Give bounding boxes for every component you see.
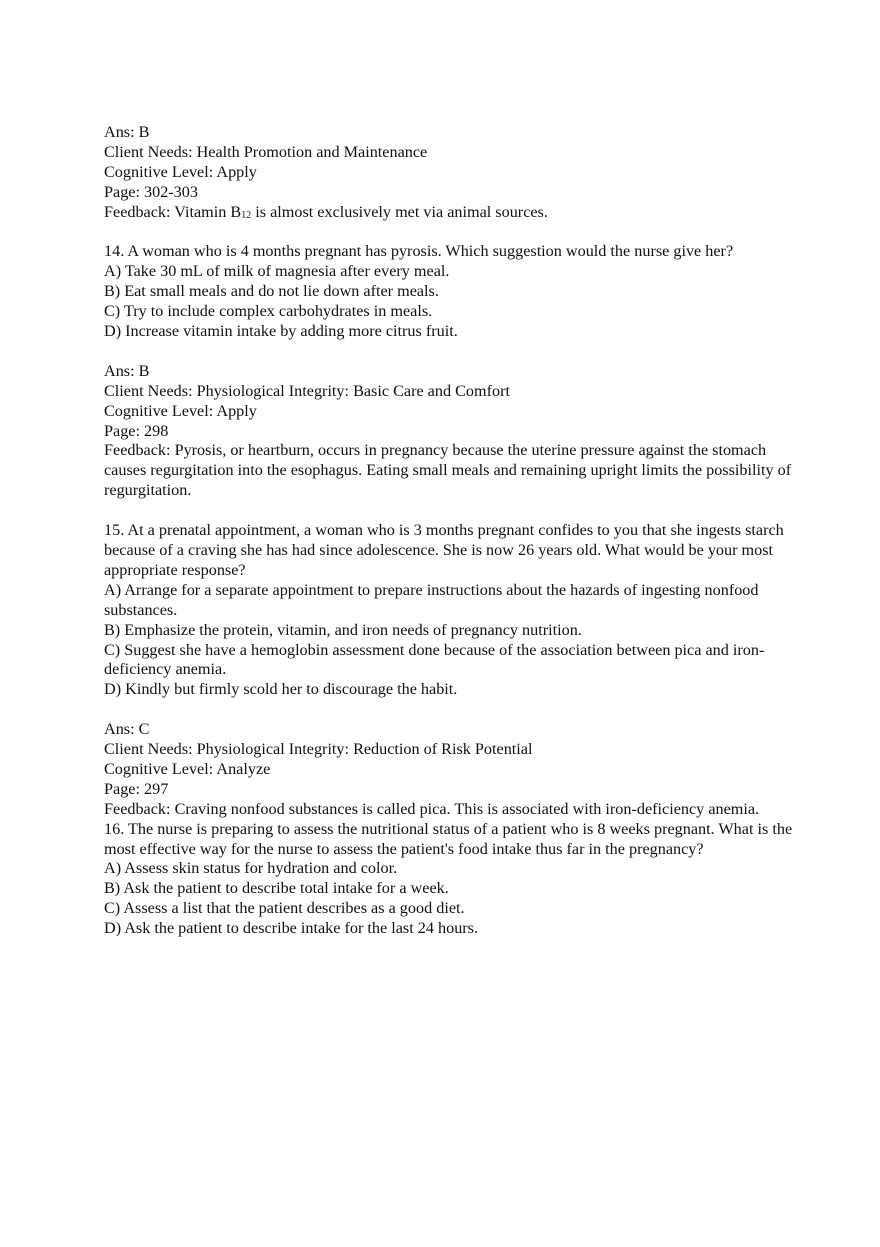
option-b: B) Ask the patient to describe total intake for a week. <box>104 879 449 898</box>
page-ref-line: Page: 302-303 <box>104 182 198 201</box>
document-page <box>104 123 794 939</box>
cognitive-level-line: Cognitive Level: Apply <box>104 401 257 420</box>
question-text: 15. At a prenatal appointment, a woman who is 3 months pregnant confides to you that she ingests starch because of a craving she has had since adolescence. She is now 26 years old. What would be your most appropriate response? <box>104 521 784 579</box>
feedback-text-post: is almost exclusively met via animal sources. <box>251 202 548 221</box>
page-ref-line: Page: 297 <box>104 779 169 798</box>
feedback-line: Feedback: Craving nonfood substances is called pica. This is associated with iron-deficiency anemia. <box>104 799 760 818</box>
option-a: A) Take 30 mL of milk of magnesia after every meal. <box>104 262 450 281</box>
question-text: 16. The nurse is preparing to assess the nutritional status of a patient who is 8 weeks pregnant. What is the most effective way for the nurse to assess the patient's food intake thus far in the pregnancy? <box>104 819 793 858</box>
option-c: C) Assess a list that the patient describes as a good diet. <box>104 899 465 918</box>
option-a: A) Arrange for a separate appointment to prepare instructions about the hazards of ingesting nonfood substances. <box>104 580 759 619</box>
client-needs-line: Client Needs: Health Promotion and Maintenance <box>104 142 428 161</box>
feedback-line: Feedback: Pyrosis, or heartburn, occurs in pregnancy because the uterine pressure against the stomach causes regurgitation into the esophagus. Eating small meals and remaining upright limits the possibility of regurgitation. <box>104 441 792 500</box>
question-text: 14. A woman who is 4 months pregnant has pyrosis. Which suggestion would the nurse give her? <box>104 242 734 261</box>
answer-block-13 <box>104 123 794 223</box>
spacer <box>104 342 794 362</box>
option-c: C) Suggest she have a hemoglobin assessment done because of the association between pica and iron-deficiency anemia. <box>104 640 765 679</box>
option-c: C) Try to include complex carbohydrates in meals. <box>104 302 433 321</box>
option-d: D) Ask the patient to describe intake for the last 24 hours. <box>104 919 479 938</box>
feedback-text-pre: Feedback: Vitamin B <box>104 202 242 221</box>
feedback-line <box>104 203 794 223</box>
question-14 <box>104 242 794 342</box>
option-a: A) Assess skin status for hydration and color. <box>104 859 398 878</box>
answer-line: Ans: B <box>104 361 150 380</box>
cognitive-level-line: Cognitive Level: Analyze <box>104 759 271 778</box>
question-16 <box>104 820 794 939</box>
client-needs-line: Client Needs: Physiological Integrity: Reduction of Risk Potential <box>104 740 533 759</box>
option-d: D) Kindly but firmly scold her to discourage the habit. <box>104 680 458 699</box>
client-needs-line: Client Needs: Physiological Integrity: Basic Care and Comfort <box>104 381 510 400</box>
option-b: B) Eat small meals and do not lie down after meals. <box>104 282 439 301</box>
cognitive-level-line: Cognitive Level: Apply <box>104 162 257 181</box>
spacer <box>104 501 794 521</box>
answer-line: Ans: B <box>104 123 150 141</box>
question-15 <box>104 521 794 700</box>
spacer <box>104 700 794 720</box>
feedback-subscript: 12 <box>241 209 252 221</box>
page-ref-line: Page: 298 <box>104 421 169 440</box>
option-b: B) Emphasize the protein, vitamin, and iron needs of pregnancy nutrition. <box>104 620 582 639</box>
answer-line: Ans: C <box>104 720 150 739</box>
spacer <box>104 223 794 243</box>
option-d: D) Increase vitamin intake by adding more citrus fruit. <box>104 322 458 341</box>
answer-block-15 <box>104 720 794 820</box>
answer-block-14 <box>104 362 794 501</box>
